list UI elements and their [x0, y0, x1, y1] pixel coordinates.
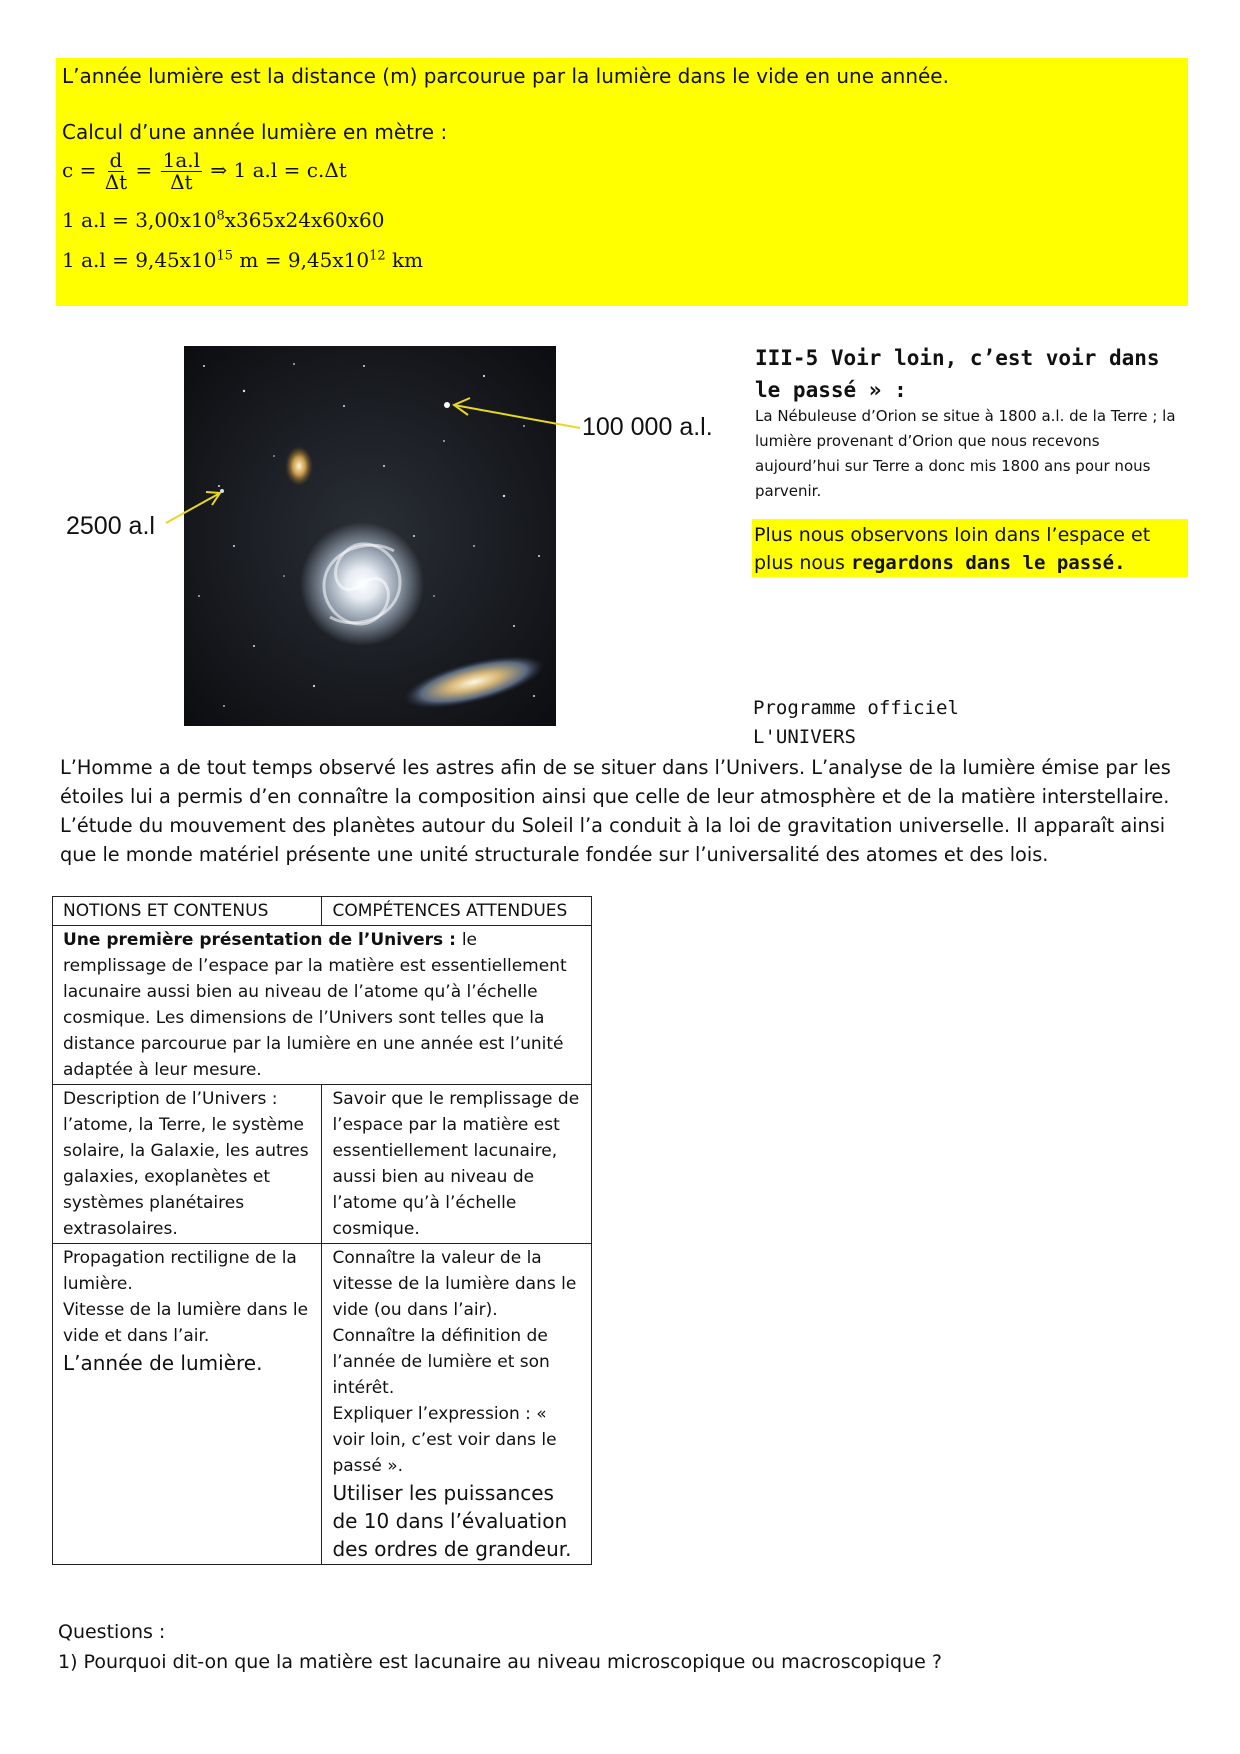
questions — [58, 1617, 942, 1677]
arrow-to-far-galaxy — [454, 405, 580, 428]
univers-title: L'UNIVERS — [753, 726, 856, 748]
highlight-box — [752, 519, 1188, 577]
label-100000-al: 100 000 a.l. — [582, 413, 713, 441]
highlight-text: Plus nous observons loin dans l’espace et plus nous regardons dans le passé. — [754, 524, 1151, 574]
formula-frac-al: $\frac{1a.l}{\Delta t}$ — [162, 148, 201, 194]
row1-competences: Savoir que le remplissage de l’espace par la matière est essentiellement lacunaire, aussi bien au niveau de l’atome qu’à l’échelle cosmique. — [322, 1085, 592, 1244]
formula-implies: ⇒ — [210, 158, 228, 182]
formula-eq2: = — [135, 158, 153, 182]
programme-header — [753, 694, 959, 752]
row1-notions: Description de l’Univers : l’atome, la Terre, le système solaire, la Galaxie, les autres galaxies, exoplanètes et systèmes planétaires extrasolaires. — [53, 1085, 322, 1244]
arrow-to-near-star — [166, 493, 220, 523]
question-1: 1) Pourquoi dit-on que la matière est lacunaire au niveau microscopique ou macroscopique ? — [58, 1651, 942, 1673]
header-notions: NOTIONS ET CONTENUS — [53, 897, 322, 926]
programme-paragraph: L’Homme a de tout temps observé les astres afin de se situer dans l’Univers. L’analyse de la lumière émise par les étoiles lui a permis d’en connaître la composition ainsi que celle de leur atmosphère et de la matière interstellaire. L’étude du mouvement des planètes autour du Soleil l’a conduit à la loi de gravitation universelle. Il apparaît ainsi que le monde matériel présente une unité structurale fondée sur l’universalité des atomes et des lois. — [60, 756, 1171, 866]
table-row — [53, 1244, 592, 1565]
calc-title: Calcul d’une année lumière en mètre : — [62, 120, 448, 144]
result-line: 1 $a.l = 9,45x10^{15}$ $m = 9,45x10^{12}$ km — [62, 248, 424, 272]
header-competences: COMPÉTENCES ATTENDUES — [322, 897, 592, 926]
table-row — [53, 1085, 592, 1244]
row2-notions: Propagation rectiligne de la lumière. Vitesse de la lumière dans le vide et dans l’air. L’année de lumière. — [53, 1244, 322, 1565]
programme-table — [52, 896, 592, 1565]
label-2500-al: 2500 a.l — [66, 512, 155, 540]
formula-result: 1 a.l = c.Δt — [233, 158, 347, 182]
formula-c: c — [62, 158, 74, 182]
intro-cell: Une première présentation de l’Univers : le remplissage de l’espace par la matière est essentiellement lacunaire aussi bien au niveau de l’atome qu’à l’échelle cosmique. Les dimensions de l’Univers sont telles que la distance parcourue par la lumière en une année est l’unité adaptée à leur mesure. — [53, 926, 592, 1085]
formula-eq1: = — [79, 158, 97, 182]
questions-title: Questions : — [58, 1621, 166, 1643]
calc-line: 1 $a.l = 3,00x10^8x365x24x60x60$ — [62, 208, 385, 232]
light-year-definition: L’année lumière est la distance (m) parcourue par la lumière dans le vide en une année. — [62, 64, 949, 88]
table-header-row — [53, 897, 592, 926]
orion-text: La Nébuleuse d’Orion se situe à 1800 a.l. de la Terre ; la lumière provenant d’Orion que nous recevons aujourd’hui sur Terre a donc mis 1800 ans pour nous parvenir. — [755, 407, 1176, 500]
row2-competences: Connaître la valeur de la vitesse de la lumière dans le vide (ou dans l’air). Connaître la définition de l’année de lumière et son intérêt. Expliquer l’expression : « voir loin, c’est voir dans le passé ». Utiliser les puissances de 10 dans l’évaluation des ordres de grandeur. — [322, 1244, 592, 1565]
table-intro-row — [53, 926, 592, 1085]
section-heading: III-5 Voir loin, c’est voir dans le passé » : — [755, 346, 1160, 402]
programme-title: Programme officiel — [753, 697, 959, 719]
formula-frac-d: $\frac{d}{\Delta t}$ — [104, 148, 128, 194]
